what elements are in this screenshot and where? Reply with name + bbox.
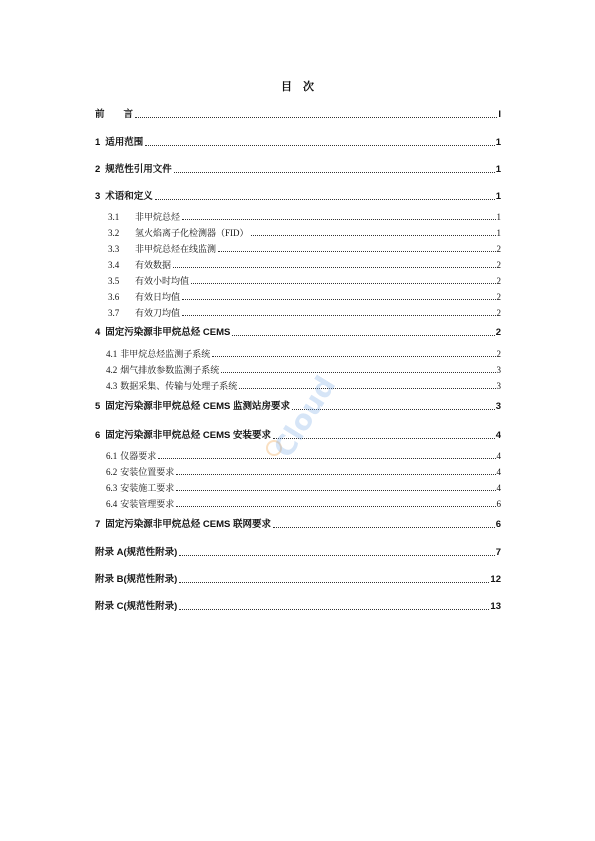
toc-number: 4 bbox=[95, 327, 101, 338]
dot-leader bbox=[221, 372, 495, 373]
toc-number: 3.4 bbox=[108, 260, 120, 270]
watermark: Cloud bbox=[266, 370, 343, 464]
toc-label: 适用范围 bbox=[105, 137, 144, 148]
toc-page-number: 4 bbox=[496, 483, 501, 493]
toc-page-number: 1 bbox=[495, 191, 501, 202]
toc-number: 3.3 bbox=[108, 244, 120, 254]
toc-label: 固定污染源非甲烷总烃 CEMS 监测站房要求 bbox=[105, 401, 291, 412]
toc-number: 3.2 bbox=[108, 228, 120, 238]
toc-page-number: 2 bbox=[496, 244, 501, 254]
dot-leader bbox=[179, 555, 494, 556]
dot-leader bbox=[176, 506, 495, 507]
dot-leader bbox=[239, 388, 495, 389]
toc-page-number: 1 bbox=[495, 164, 501, 175]
toc-number: 4.1 bbox=[106, 349, 118, 359]
dot-leader bbox=[182, 299, 495, 300]
toc-number: 7 bbox=[95, 519, 101, 530]
toc-page-number: 2 bbox=[496, 292, 501, 302]
toc-label: 安装施工要求 bbox=[120, 483, 175, 493]
toc-label: 有效数据 bbox=[135, 260, 172, 270]
dot-leader bbox=[173, 267, 495, 268]
toc-number: 3.5 bbox=[108, 276, 120, 286]
toc-page-number: 2 bbox=[496, 308, 501, 318]
dot-leader bbox=[212, 356, 495, 357]
toc-label: 安装管理要求 bbox=[120, 499, 175, 509]
dot-leader bbox=[179, 609, 489, 610]
toc-number: 3.7 bbox=[108, 308, 120, 318]
dot-leader bbox=[251, 235, 496, 236]
toc-entry-preface[interactable] bbox=[95, 109, 501, 121]
toc-label: 前 言 bbox=[95, 109, 134, 120]
toc-page-number: 6 bbox=[496, 499, 501, 509]
toc-label: 附录 A(规范性附录) bbox=[95, 547, 178, 558]
toc-page-number: 2 bbox=[496, 349, 501, 359]
toc-page-number: 6 bbox=[495, 519, 501, 530]
toc-label: 固定污染源非甲烷总烃 CEMS 安装要求 bbox=[105, 430, 272, 441]
toc-entry-3-1[interactable] bbox=[108, 211, 501, 223]
toc-number: 3.6 bbox=[108, 292, 120, 302]
toc-label: 固定污染源非甲烷总烃 CEMS 联网要求 bbox=[105, 519, 272, 530]
toc-page-number: 3 bbox=[495, 401, 501, 412]
toc-entry-appendix-c[interactable] bbox=[95, 601, 501, 613]
toc-entry-6-1[interactable] bbox=[106, 450, 501, 462]
toc-number: 2 bbox=[95, 164, 101, 175]
toc-entry-appendix-b[interactable] bbox=[95, 574, 501, 586]
toc-page-number: 7 bbox=[495, 547, 501, 558]
toc-entry-4-1[interactable] bbox=[106, 348, 501, 360]
toc-number: 1 bbox=[95, 137, 101, 148]
toc-number: 5 bbox=[95, 401, 101, 412]
toc-entry-3-3[interactable] bbox=[108, 243, 501, 255]
toc-label: 有效小时均值 bbox=[135, 276, 190, 286]
toc-entry-3-2[interactable] bbox=[108, 227, 501, 239]
toc-label: 非甲烷总烃 bbox=[135, 212, 181, 222]
dot-leader bbox=[176, 490, 495, 491]
toc-label: 有效日均值 bbox=[135, 292, 181, 302]
toc-page-number: I bbox=[498, 109, 501, 120]
toc-number: 6.4 bbox=[106, 499, 118, 509]
toc-entry-7[interactable] bbox=[95, 519, 501, 531]
toc-page-number: 1 bbox=[496, 212, 501, 222]
toc-label: 氢火焰离子化检测器（FID） bbox=[135, 228, 249, 238]
toc-page-number: 2 bbox=[495, 327, 501, 338]
toc-number: 6.2 bbox=[106, 467, 118, 477]
toc-entry-6-2[interactable] bbox=[106, 466, 501, 478]
toc-entry-3-6[interactable] bbox=[108, 291, 501, 303]
toc-title: 目 次 bbox=[281, 81, 314, 93]
toc-label: 仪器要求 bbox=[120, 451, 157, 461]
toc-number: 6.1 bbox=[106, 451, 118, 461]
dot-leader bbox=[158, 458, 495, 459]
toc-label: 数据采集、传输与处理子系统 bbox=[120, 381, 238, 391]
toc-entry-1[interactable] bbox=[95, 137, 501, 149]
toc-entry-appendix-a[interactable] bbox=[95, 547, 501, 559]
dot-leader bbox=[182, 219, 495, 220]
toc-page-number: 4 bbox=[496, 451, 501, 461]
toc-page-number: 1 bbox=[495, 137, 501, 148]
toc-page-number: 2 bbox=[496, 260, 501, 270]
toc-label: 规范性引用文件 bbox=[105, 164, 172, 175]
toc-label: 烟气排放参数监测子系统 bbox=[120, 365, 220, 375]
toc-label: 有效刀均值 bbox=[135, 308, 181, 318]
toc-label: 附录 B(规范性附录) bbox=[95, 574, 178, 585]
toc-number: 6.3 bbox=[106, 483, 118, 493]
dot-leader bbox=[176, 474, 495, 475]
toc-entry-3-4[interactable] bbox=[108, 259, 501, 271]
toc-page-number: 3 bbox=[496, 381, 501, 391]
toc-entry-6-3[interactable] bbox=[106, 482, 501, 494]
toc-page-number: 3 bbox=[496, 365, 501, 375]
dot-leader bbox=[218, 251, 495, 252]
toc-number: 6 bbox=[95, 430, 101, 441]
toc-label: 固定污染源非甲烷总烃 CEMS bbox=[105, 327, 231, 338]
toc-entry-4[interactable] bbox=[95, 327, 501, 339]
toc-entry-3-5[interactable] bbox=[108, 275, 501, 287]
toc-page-number: 4 bbox=[495, 430, 501, 441]
toc-page-number: 1 bbox=[496, 228, 501, 238]
dot-leader bbox=[232, 335, 494, 336]
toc-number: 3.1 bbox=[108, 212, 120, 222]
dot-leader bbox=[174, 172, 495, 173]
toc-number: 4.2 bbox=[106, 365, 118, 375]
toc-entry-3[interactable] bbox=[95, 191, 501, 203]
dot-leader bbox=[273, 527, 495, 528]
toc-number: 4.3 bbox=[106, 381, 118, 391]
toc-entry-2[interactable] bbox=[95, 164, 501, 176]
toc-label: 附录 C(规范性附录) bbox=[95, 601, 178, 612]
dot-leader bbox=[191, 283, 495, 284]
toc-entry-3-7[interactable] bbox=[108, 307, 501, 319]
toc-entry-6-4[interactable] bbox=[106, 498, 501, 510]
toc-label: 非甲烷总烃监测子系统 bbox=[120, 349, 211, 359]
toc-page-number: 2 bbox=[496, 276, 501, 286]
toc-label: 非甲烷总烃在线监测 bbox=[135, 244, 217, 254]
dot-leader bbox=[155, 199, 495, 200]
toc-entry-4-2[interactable] bbox=[106, 364, 501, 376]
dot-leader bbox=[135, 117, 497, 118]
dot-leader bbox=[145, 145, 494, 146]
dot-leader bbox=[182, 315, 495, 316]
toc-label: 安装位置要求 bbox=[120, 467, 175, 477]
toc-label: 术语和定义 bbox=[105, 191, 153, 202]
dot-leader bbox=[179, 582, 489, 583]
toc-number: 3 bbox=[95, 191, 101, 202]
toc-page-number: 12 bbox=[490, 574, 501, 585]
toc-page-number: 4 bbox=[496, 467, 501, 477]
toc-page-number: 13 bbox=[490, 601, 501, 612]
